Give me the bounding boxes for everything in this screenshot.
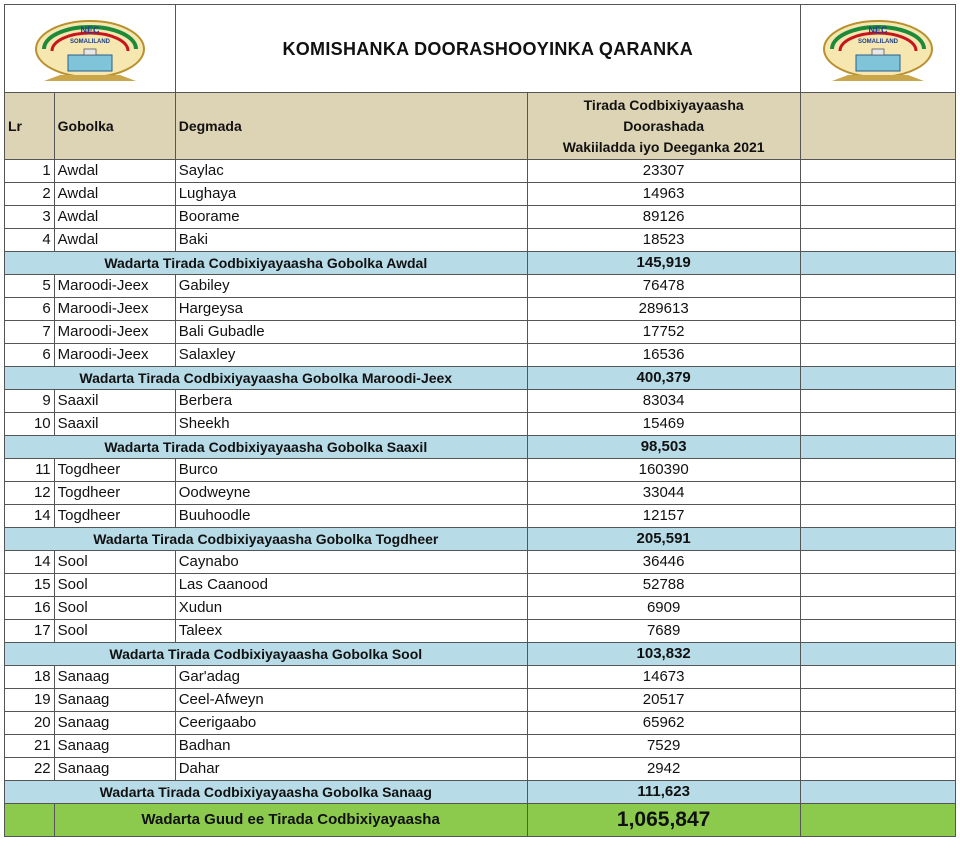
row-degmada: Boorame <box>175 206 527 229</box>
row-lr: 17 <box>5 620 55 643</box>
row-gobolka: Awdal <box>54 229 175 252</box>
row-degmada: Buuhoodle <box>175 505 527 528</box>
voters-table <box>4 4 956 837</box>
row-extra <box>800 390 955 413</box>
table-row <box>5 551 956 574</box>
row-gobolka: Saaxil <box>54 413 175 436</box>
row-value: 14673 <box>527 666 800 689</box>
grand-total-label: Wadarta Guud ee Tirada Codbixiyayaasha <box>54 804 527 837</box>
row-gobolka: Sanaag <box>54 758 175 781</box>
row-degmada: Xudun <box>175 597 527 620</box>
row-gobolka: Awdal <box>54 160 175 183</box>
subtotal-row <box>5 528 956 551</box>
row-degmada: Lughaya <box>175 183 527 206</box>
row-extra <box>800 505 955 528</box>
logo-left-cell <box>5 5 176 93</box>
row-value: 36446 <box>527 551 800 574</box>
row-lr: 16 <box>5 597 55 620</box>
table-row <box>5 505 956 528</box>
row-lr: 20 <box>5 712 55 735</box>
row-gobolka: Maroodi-Jeex <box>54 321 175 344</box>
row-value: 65962 <box>527 712 800 735</box>
row-lr: 5 <box>5 275 55 298</box>
table-row <box>5 482 956 505</box>
header-tirada-line2: Doorashada <box>623 117 705 134</box>
subtotal-value: 145,919 <box>527 252 800 275</box>
row-degmada: Gar'adag <box>175 666 527 689</box>
row-extra <box>800 183 955 206</box>
subtotal-extra <box>800 436 955 459</box>
row-degmada: Badhan <box>175 735 527 758</box>
row-degmada: Oodweyne <box>175 482 527 505</box>
table-row <box>5 666 956 689</box>
title-row <box>5 5 956 93</box>
voter-registration-sheet <box>4 4 956 837</box>
row-degmada: Taleex <box>175 620 527 643</box>
row-degmada: Caynabo <box>175 551 527 574</box>
row-extra <box>800 620 955 643</box>
row-lr: 18 <box>5 666 55 689</box>
table-row <box>5 574 956 597</box>
logo-right-text: NEC <box>868 24 888 35</box>
row-value: 20517 <box>527 689 800 712</box>
table-row <box>5 206 956 229</box>
row-lr: 3 <box>5 206 55 229</box>
row-degmada: Las Caanood <box>175 574 527 597</box>
table-row <box>5 735 956 758</box>
subtotal-row <box>5 436 956 459</box>
row-value: 15469 <box>527 413 800 436</box>
row-extra <box>800 206 955 229</box>
logo-right-cell <box>800 5 955 93</box>
row-extra <box>800 758 955 781</box>
row-extra <box>800 712 955 735</box>
logo-right-subtext: SOMALILAND <box>857 38 898 45</box>
row-degmada: Burco <box>175 459 527 482</box>
grand-total-spacer <box>5 804 55 837</box>
column-header-row <box>5 93 956 160</box>
subtotal-value: 205,591 <box>527 528 800 551</box>
row-gobolka: Sanaag <box>54 735 175 758</box>
subtotal-extra <box>800 643 955 666</box>
row-gobolka: Togdheer <box>54 459 175 482</box>
grand-total-value: 1,065,847 <box>527 804 800 837</box>
row-gobolka: Awdal <box>54 183 175 206</box>
row-lr: 6 <box>5 344 55 367</box>
row-value: 12157 <box>527 505 800 528</box>
row-extra <box>800 666 955 689</box>
nec-logo-left <box>30 19 150 85</box>
row-extra <box>800 321 955 344</box>
row-gobolka: Togdheer <box>54 482 175 505</box>
row-lr: 15 <box>5 574 55 597</box>
row-degmada: Ceel-Afweyn <box>175 689 527 712</box>
row-value: 14963 <box>527 183 800 206</box>
row-gobolka: Saaxil <box>54 390 175 413</box>
subtotal-label: Wadarta Tirada Codbixiyayaasha Gobolka Sanaag <box>5 781 528 804</box>
row-lr: 14 <box>5 551 55 574</box>
row-degmada: Dahar <box>175 758 527 781</box>
row-value: 289613 <box>527 298 800 321</box>
header-tirada-line1: Tirada Codbixiyayaasha <box>583 96 744 113</box>
subtotal-value: 400,379 <box>527 367 800 390</box>
subtotal-extra <box>800 252 955 275</box>
row-degmada: Ceerigaabo <box>175 712 527 735</box>
table-row <box>5 620 956 643</box>
table-row <box>5 597 956 620</box>
table-row <box>5 160 956 183</box>
header-degmada: Degmada <box>175 93 527 160</box>
header-gobolka: Gobolka <box>54 93 175 160</box>
row-lr: 10 <box>5 413 55 436</box>
row-value: 16536 <box>527 344 800 367</box>
subtotal-value: 103,832 <box>527 643 800 666</box>
row-gobolka: Awdal <box>54 206 175 229</box>
subtotal-label: Wadarta Tirada Codbixiyayaasha Gobolka Sool <box>5 643 528 666</box>
table-row <box>5 459 956 482</box>
subtotal-extra <box>800 781 955 804</box>
table-row <box>5 183 956 206</box>
row-lr: 4 <box>5 229 55 252</box>
row-extra <box>800 482 955 505</box>
table-row <box>5 229 956 252</box>
row-value: 76478 <box>527 275 800 298</box>
row-value: 6909 <box>527 597 800 620</box>
row-lr: 14 <box>5 505 55 528</box>
subtotal-row <box>5 367 956 390</box>
row-lr: 7 <box>5 321 55 344</box>
row-extra <box>800 298 955 321</box>
row-value: 160390 <box>527 459 800 482</box>
row-gobolka: Sool <box>54 551 175 574</box>
row-gobolka: Togdheer <box>54 505 175 528</box>
row-lr: 1 <box>5 160 55 183</box>
grand-total-extra <box>800 804 955 837</box>
row-extra <box>800 413 955 436</box>
row-degmada: Sheekh <box>175 413 527 436</box>
row-lr: 21 <box>5 735 55 758</box>
table-row <box>5 758 956 781</box>
table-row <box>5 275 956 298</box>
row-lr: 19 <box>5 689 55 712</box>
row-value: 52788 <box>527 574 800 597</box>
header-tirada <box>527 93 800 160</box>
logo-left-subtext: SOMALILAND <box>69 38 110 45</box>
subtotal-extra <box>800 528 955 551</box>
row-extra <box>800 344 955 367</box>
subtotal-row <box>5 643 956 666</box>
row-value: 7689 <box>527 620 800 643</box>
row-lr: 11 <box>5 459 55 482</box>
table-row <box>5 413 956 436</box>
row-extra <box>800 597 955 620</box>
row-gobolka: Sanaag <box>54 666 175 689</box>
row-extra <box>800 459 955 482</box>
row-extra <box>800 551 955 574</box>
grand-total-row <box>5 804 956 837</box>
row-value: 33044 <box>527 482 800 505</box>
subtotal-row <box>5 781 956 804</box>
row-value: 17752 <box>527 321 800 344</box>
row-degmada: Berbera <box>175 390 527 413</box>
row-gobolka: Maroodi-Jeex <box>54 275 175 298</box>
header-extra <box>800 93 955 160</box>
subtotal-value: 111,623 <box>527 781 800 804</box>
table-row <box>5 712 956 735</box>
row-degmada: Hargeysa <box>175 298 527 321</box>
row-extra <box>800 229 955 252</box>
table-row <box>5 344 956 367</box>
row-extra <box>800 689 955 712</box>
row-gobolka: Sanaag <box>54 712 175 735</box>
row-extra <box>800 735 955 758</box>
row-extra <box>800 275 955 298</box>
row-extra <box>800 160 955 183</box>
subtotal-label: Wadarta Tirada Codbixiyayaasha Gobolka Togdheer <box>5 528 528 551</box>
row-gobolka: Sanaag <box>54 689 175 712</box>
row-degmada: Bali Gubadle <box>175 321 527 344</box>
table-row <box>5 298 956 321</box>
row-gobolka: Maroodi-Jeex <box>54 298 175 321</box>
row-gobolka: Maroodi-Jeex <box>54 344 175 367</box>
subtotal-label: Wadarta Tirada Codbixiyayaasha Gobolka Maroodi-Jeex <box>5 367 528 390</box>
table-row <box>5 689 956 712</box>
nec-logo-right <box>818 19 938 85</box>
row-value: 18523 <box>527 229 800 252</box>
row-value: 23307 <box>527 160 800 183</box>
row-extra <box>800 574 955 597</box>
header-lr: Lr <box>5 93 55 160</box>
subtotal-extra <box>800 367 955 390</box>
table-row <box>5 321 956 344</box>
row-gobolka: Sool <box>54 597 175 620</box>
page-title: KOMISHANKA DOORASHOOYINKA QARANKA <box>175 5 800 93</box>
row-value: 83034 <box>527 390 800 413</box>
row-lr: 12 <box>5 482 55 505</box>
subtotal-row <box>5 252 956 275</box>
row-gobolka: Sool <box>54 574 175 597</box>
row-value: 7529 <box>527 735 800 758</box>
row-lr: 2 <box>5 183 55 206</box>
row-value: 89126 <box>527 206 800 229</box>
row-degmada: Salaxley <box>175 344 527 367</box>
subtotal-label: Wadarta Tirada Codbixiyayaasha Gobolka Awdal <box>5 252 528 275</box>
row-lr: 9 <box>5 390 55 413</box>
header-tirada-line3: Wakiiladda iyo Deeganka 2021 <box>562 138 765 155</box>
subtotal-label: Wadarta Tirada Codbixiyayaasha Gobolka Saaxil <box>5 436 528 459</box>
row-degmada: Gabiley <box>175 275 527 298</box>
row-gobolka: Sool <box>54 620 175 643</box>
logo-left-text: NEC <box>80 24 100 35</box>
row-degmada: Saylac <box>175 160 527 183</box>
subtotal-value: 98,503 <box>527 436 800 459</box>
table-row <box>5 390 956 413</box>
row-degmada: Baki <box>175 229 527 252</box>
row-lr: 6 <box>5 298 55 321</box>
row-lr: 22 <box>5 758 55 781</box>
row-value: 2942 <box>527 758 800 781</box>
